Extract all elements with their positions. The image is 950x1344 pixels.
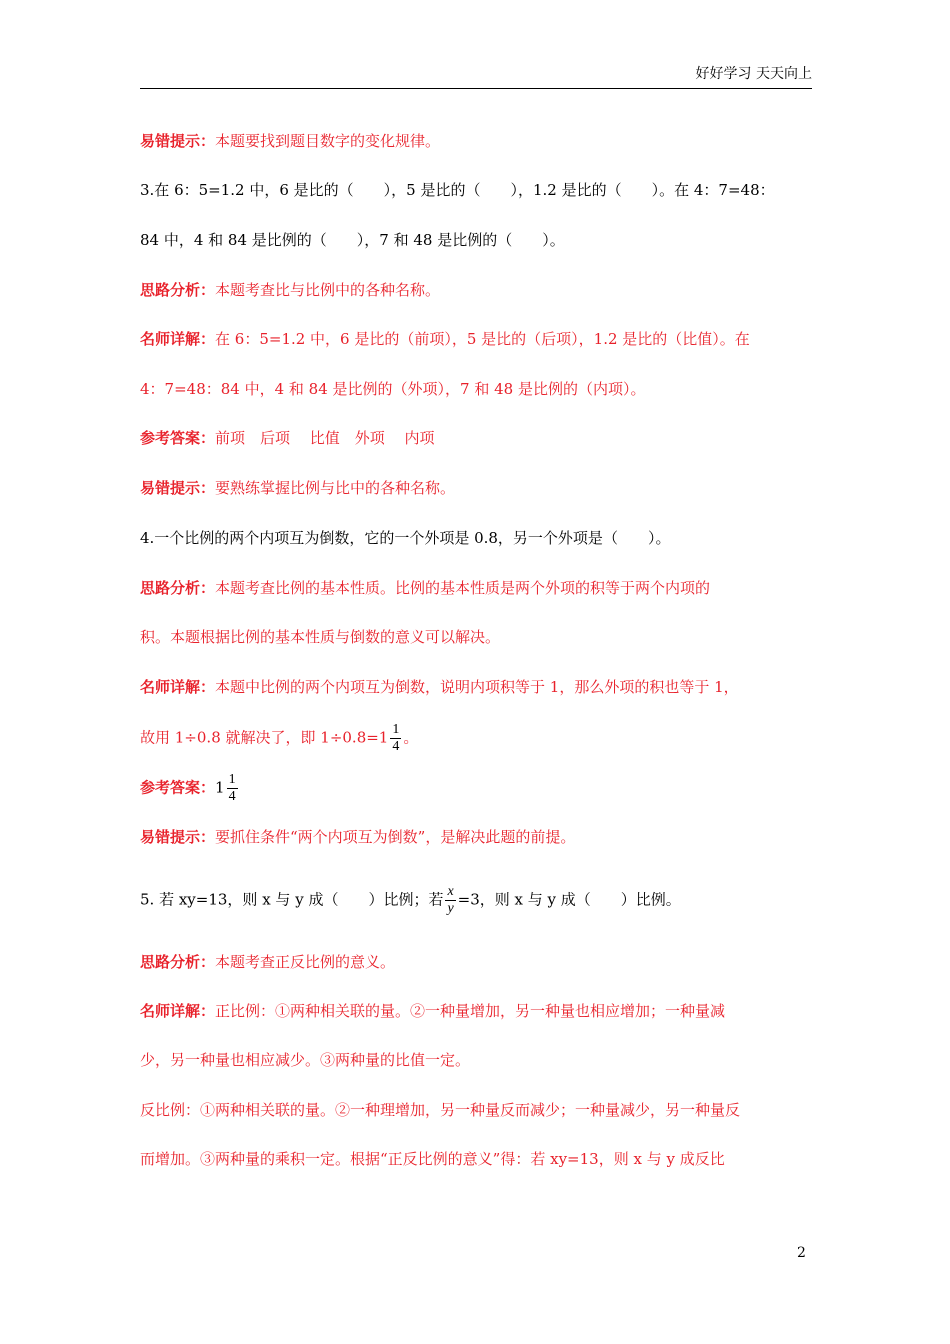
explanation-end: 。 [403, 728, 419, 747]
analysis-line-4a [140, 575, 820, 601]
analysis-line-4b: 积。本题根据比例的基本性质与倒数的意义可以解决。 [140, 628, 501, 646]
hint-text: 要熟练掌握比例与比中的各种名称。 [215, 479, 456, 497]
explanation-text: 本题中比例的两个内项互为倒数，说明内项积等于 1，那么外项的积也等于 1， [215, 678, 739, 696]
hint-label: 易错提示： [140, 479, 216, 497]
hint-label: 易错提示： [140, 132, 216, 150]
question-3-line-1: 3.在 6：5=1.2 中，6 是比的（ ），5 是比的（ ），1.2 是比的（ ）。在 4：7=48： [140, 181, 775, 199]
explanation-line-3a [140, 326, 820, 352]
answer-fraction [227, 772, 238, 805]
explanation-line-5b: 少，另一种量也相应减少。③两种量的比值一定。 [140, 1051, 471, 1069]
fraction-numerator: 1 [392, 722, 400, 737]
explanation-line-4b [140, 722, 820, 755]
fraction-denominator: 4 [392, 739, 400, 754]
analysis-text: 本题考查正反比例的意义。 [215, 953, 396, 971]
fraction-numerator: x [447, 884, 454, 899]
answer-text: 前项 后项 比值 外项 内项 [215, 429, 435, 447]
hint-label: 易错提示： [140, 828, 216, 846]
hint-line-4 [140, 824, 820, 850]
header-rule [140, 88, 812, 89]
hint-line-3 [140, 475, 820, 501]
analysis-label: 思路分析： [140, 281, 216, 299]
explanation-label: 名师详解： [140, 330, 216, 348]
explanation-text: 正比例：①两种相关联的量。②一种量增加，另一种量也相应增加；一种量减 [215, 1002, 726, 1020]
fraction-denominator: y [447, 901, 454, 916]
hint-text: 本题要找到题目数字的变化规律。 [215, 132, 441, 150]
explanation-line-5c: 反比例：①两种相关联的量。②一种理增加，另一种量反而减少；一种量减少，另一种量反 [140, 1101, 741, 1119]
analysis-text: 本题考查比例的基本性质。比例的基本性质是两个外项的积等于两个内项的 [215, 579, 711, 597]
analysis-label: 思路分析： [140, 953, 216, 971]
answer-line-3 [140, 425, 820, 451]
analysis-label: 思路分析： [140, 579, 216, 597]
explanation-label: 名师详解： [140, 678, 216, 696]
explanation-line-3b: 4：7=48：84 中，4 和 84 是比例的（外项），7 和 48 是比例的（内项）。 [140, 380, 646, 398]
question-5 [140, 884, 820, 917]
explanation-label: 名师详解： [140, 1002, 216, 1020]
answer-line-4 [140, 772, 820, 805]
explanation-line-5d: 而增加。③两种量的乘积一定。根据“正反比例的意义”得：若 xy=13，则 x 与 y 成反比 [140, 1150, 725, 1168]
question-5-part-1: 5. 若 xy=13，则 x 与 y 成（ ）比例；若 [140, 890, 444, 909]
explanation-text: 故用 1÷0.8 就解决了，即 1÷0.8=1 [140, 728, 389, 747]
question-4: 4.一个比例的两个内项互为倒数，它的一个外项是 0.8，另一个外项是（ ）。 [140, 529, 671, 547]
question-3-line-2: 84 中，4 和 84 是比例的（ ），7 和 48 是比例的（ ）。 [140, 231, 565, 249]
explanation-text: 在 6：5=1.2 中，6 是比的（前项），5 是比的（后项），1.2 是比的（比值）。在 [215, 330, 750, 348]
hint-text: 要抓住条件“两个内项互为倒数”，是解决此题的前提。 [215, 828, 576, 846]
fraction-denominator: 4 [228, 789, 236, 804]
question-5-part-2: =3，则 x 与 y 成（ ）比例。 [457, 890, 681, 909]
analysis-line-3 [140, 277, 820, 303]
page-number: 2 [797, 1245, 806, 1261]
answer-label: 参考答案： [140, 778, 216, 797]
analysis-line-5 [140, 949, 820, 975]
fraction-one-quarter [390, 722, 401, 755]
analysis-text: 本题考查比与比例中的各种名称。 [215, 281, 441, 299]
fraction-x-over-y [445, 884, 455, 917]
hint-line-1 [140, 128, 820, 154]
fraction-numerator: 1 [228, 772, 236, 787]
page-header: 好好学习 天天向上 [695, 66, 812, 82]
answer-label: 参考答案： [140, 429, 216, 447]
explanation-line-5a [140, 998, 820, 1024]
answer-whole: 1 [215, 778, 225, 797]
explanation-line-4a [140, 674, 820, 700]
